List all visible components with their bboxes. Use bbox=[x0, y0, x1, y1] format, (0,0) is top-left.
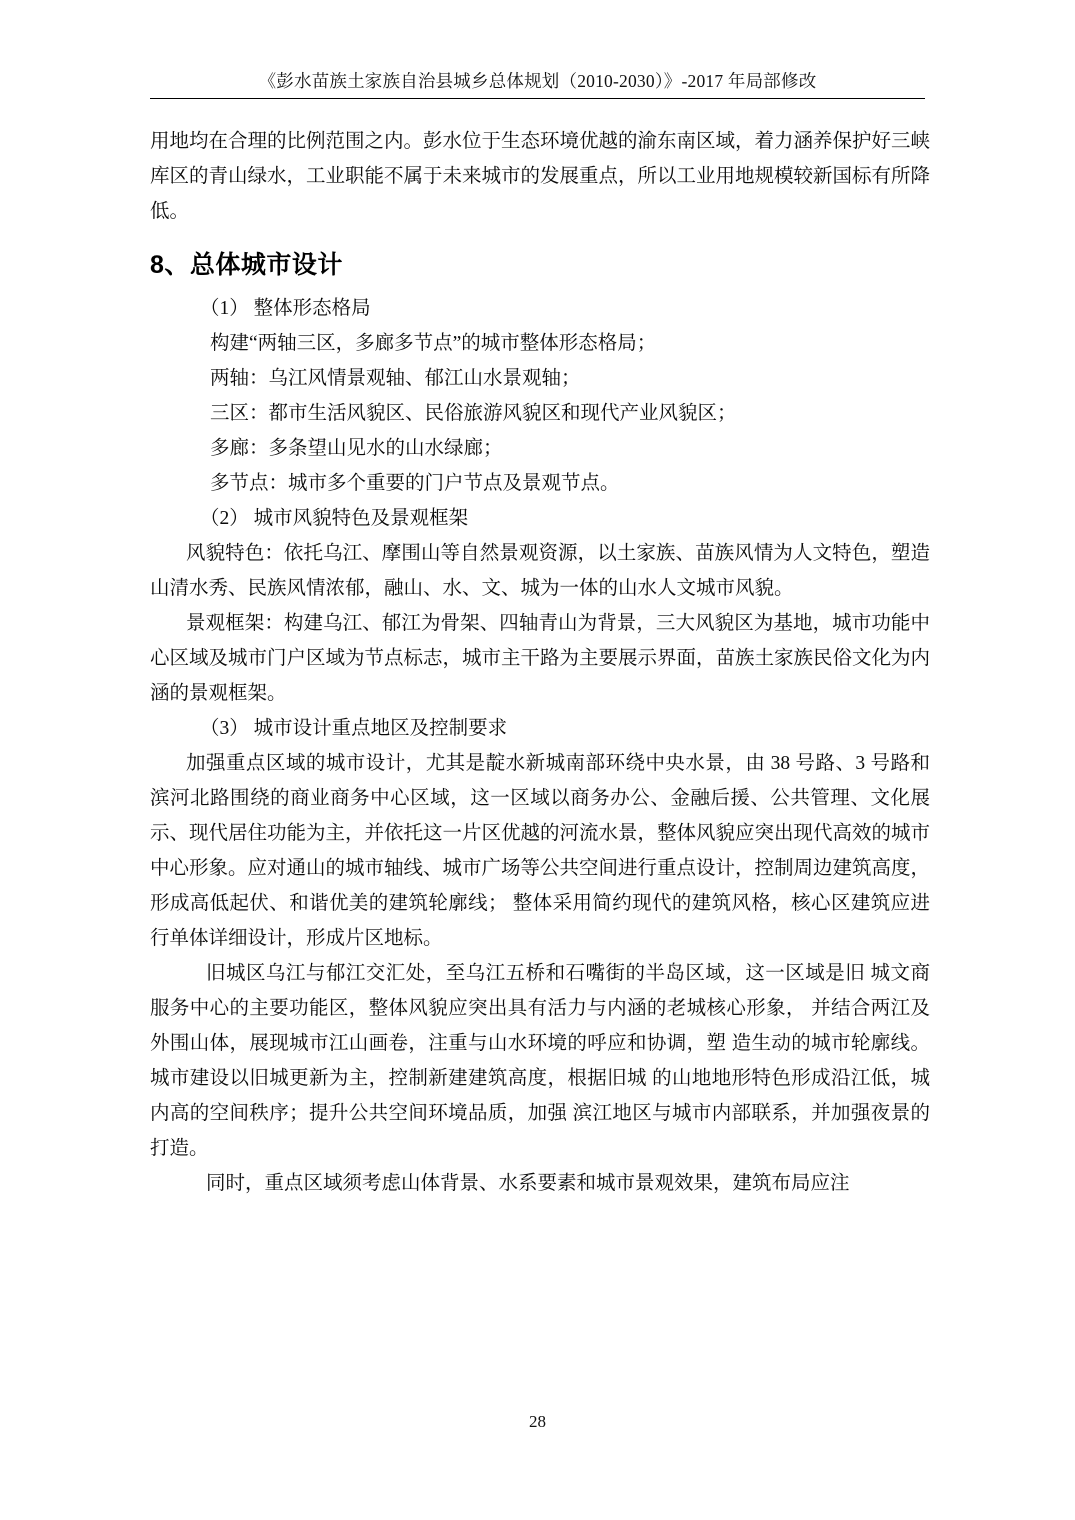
subsection-2-title: （2） 城市风貌特色及景观框架 bbox=[200, 508, 469, 529]
subsection-3-title: （3） 城市设计重点地区及控制要求 bbox=[200, 718, 508, 739]
page-number: 28 bbox=[529, 1412, 546, 1431]
sub1-line-1: 构建“两轴三区，多廊多节点”的城市整体形态格局； bbox=[210, 333, 657, 354]
sub3-paragraph-1: 加强重点区域的城市设计，尤其是靛水新城南部环绕中央水景，由 38 号路、3 号路和滨河北路围绕的商业商务中心区域，这一区域以商务办公、金融后援、公共管理、文化展示、现代居住功能为主，并依托这一片区优越的河流水景，整体风貌应突出现代高效的城市中心形象。应对通山的城市轴线、城市广场等公共空间进行重点设计，控制周边建筑高度，形成高低起伏、和谐优美的建筑轮廓线； 整体采用简约现代的建筑风格，核心区建筑应进行单体详细设计，形成片区地标。 bbox=[150, 753, 931, 949]
sub1-line-3: 三区：都市生活风貌区、民俗旅游风貌区和现代产业风貌区； bbox=[210, 403, 737, 424]
section-title: 8、总体城市设计 bbox=[150, 251, 343, 279]
header-divider bbox=[150, 98, 925, 99]
page-header: 《彭水苗族土家族自治县城乡总体规划（2010-2030）》-2017 年局部修改 bbox=[258, 71, 817, 91]
sub3-paragraph-2: 旧城区乌江与郁江交汇处，至乌江五桥和石嘴街的半岛区域，这一区域是旧 城文商服务中心的主要功能区，整体风貌应突出具有活力与内涵的老城核心形象， 并结合两江及外围山体，展现城市江山画卷，注重与山水环境的呼应和协调，塑 造生动的城市轮廓线。城市建设以旧城更新为主，控制新建建筑高度，根据旧城 的山地地形特色形成沿江低，城内高的空间秩序；提升公共空间环境品质，加强 滨江地区与城市内部联系，并加强夜景的打造。 bbox=[150, 963, 930, 1159]
intro-paragraph: 用地均在合理的比例范围之内。彭水位于生态环境优越的渝东南区域，着力涵养保护好三峡库区的青山绿水，工业职能不属于未来城市的发展重点，所以工业用地规模较新国标有所降低。 bbox=[150, 131, 931, 222]
sub3-paragraph-3: 同时，重点区域须考虑山体背景、水系要素和城市景观效果，建筑布局应注 bbox=[206, 1173, 850, 1194]
sub1-line-2: 两轴：乌江风情景观轴、郁江山水景观轴； bbox=[210, 368, 581, 389]
page-content bbox=[150, 124, 930, 1201]
sub1-line-4: 多廊：多条望山见水的山水绿廊； bbox=[210, 438, 503, 459]
sub2-paragraph-1: 风貌特色：依托乌江、摩围山等自然景观资源，以土家族、苗族风情为人文特色，塑造山清水秀、民族风情浓郁，融山、水、文、城为一体的山水人文城市风貌。 bbox=[150, 543, 930, 599]
sub1-line-5: 多节点：城市多个重要的门户节点及景观节点。 bbox=[210, 473, 620, 494]
sub2-paragraph-2: 景观框架：构建乌江、郁江为骨架、四轴青山为背景，三大风貌区为基地，城市功能中心区域及城市门户区域为节点标志，城市主干路为主要展示界面，苗族土家族民俗文化为内涵的景观框架。 bbox=[150, 613, 931, 704]
subsection-1-title: （1） 整体形态格局 bbox=[200, 298, 371, 319]
